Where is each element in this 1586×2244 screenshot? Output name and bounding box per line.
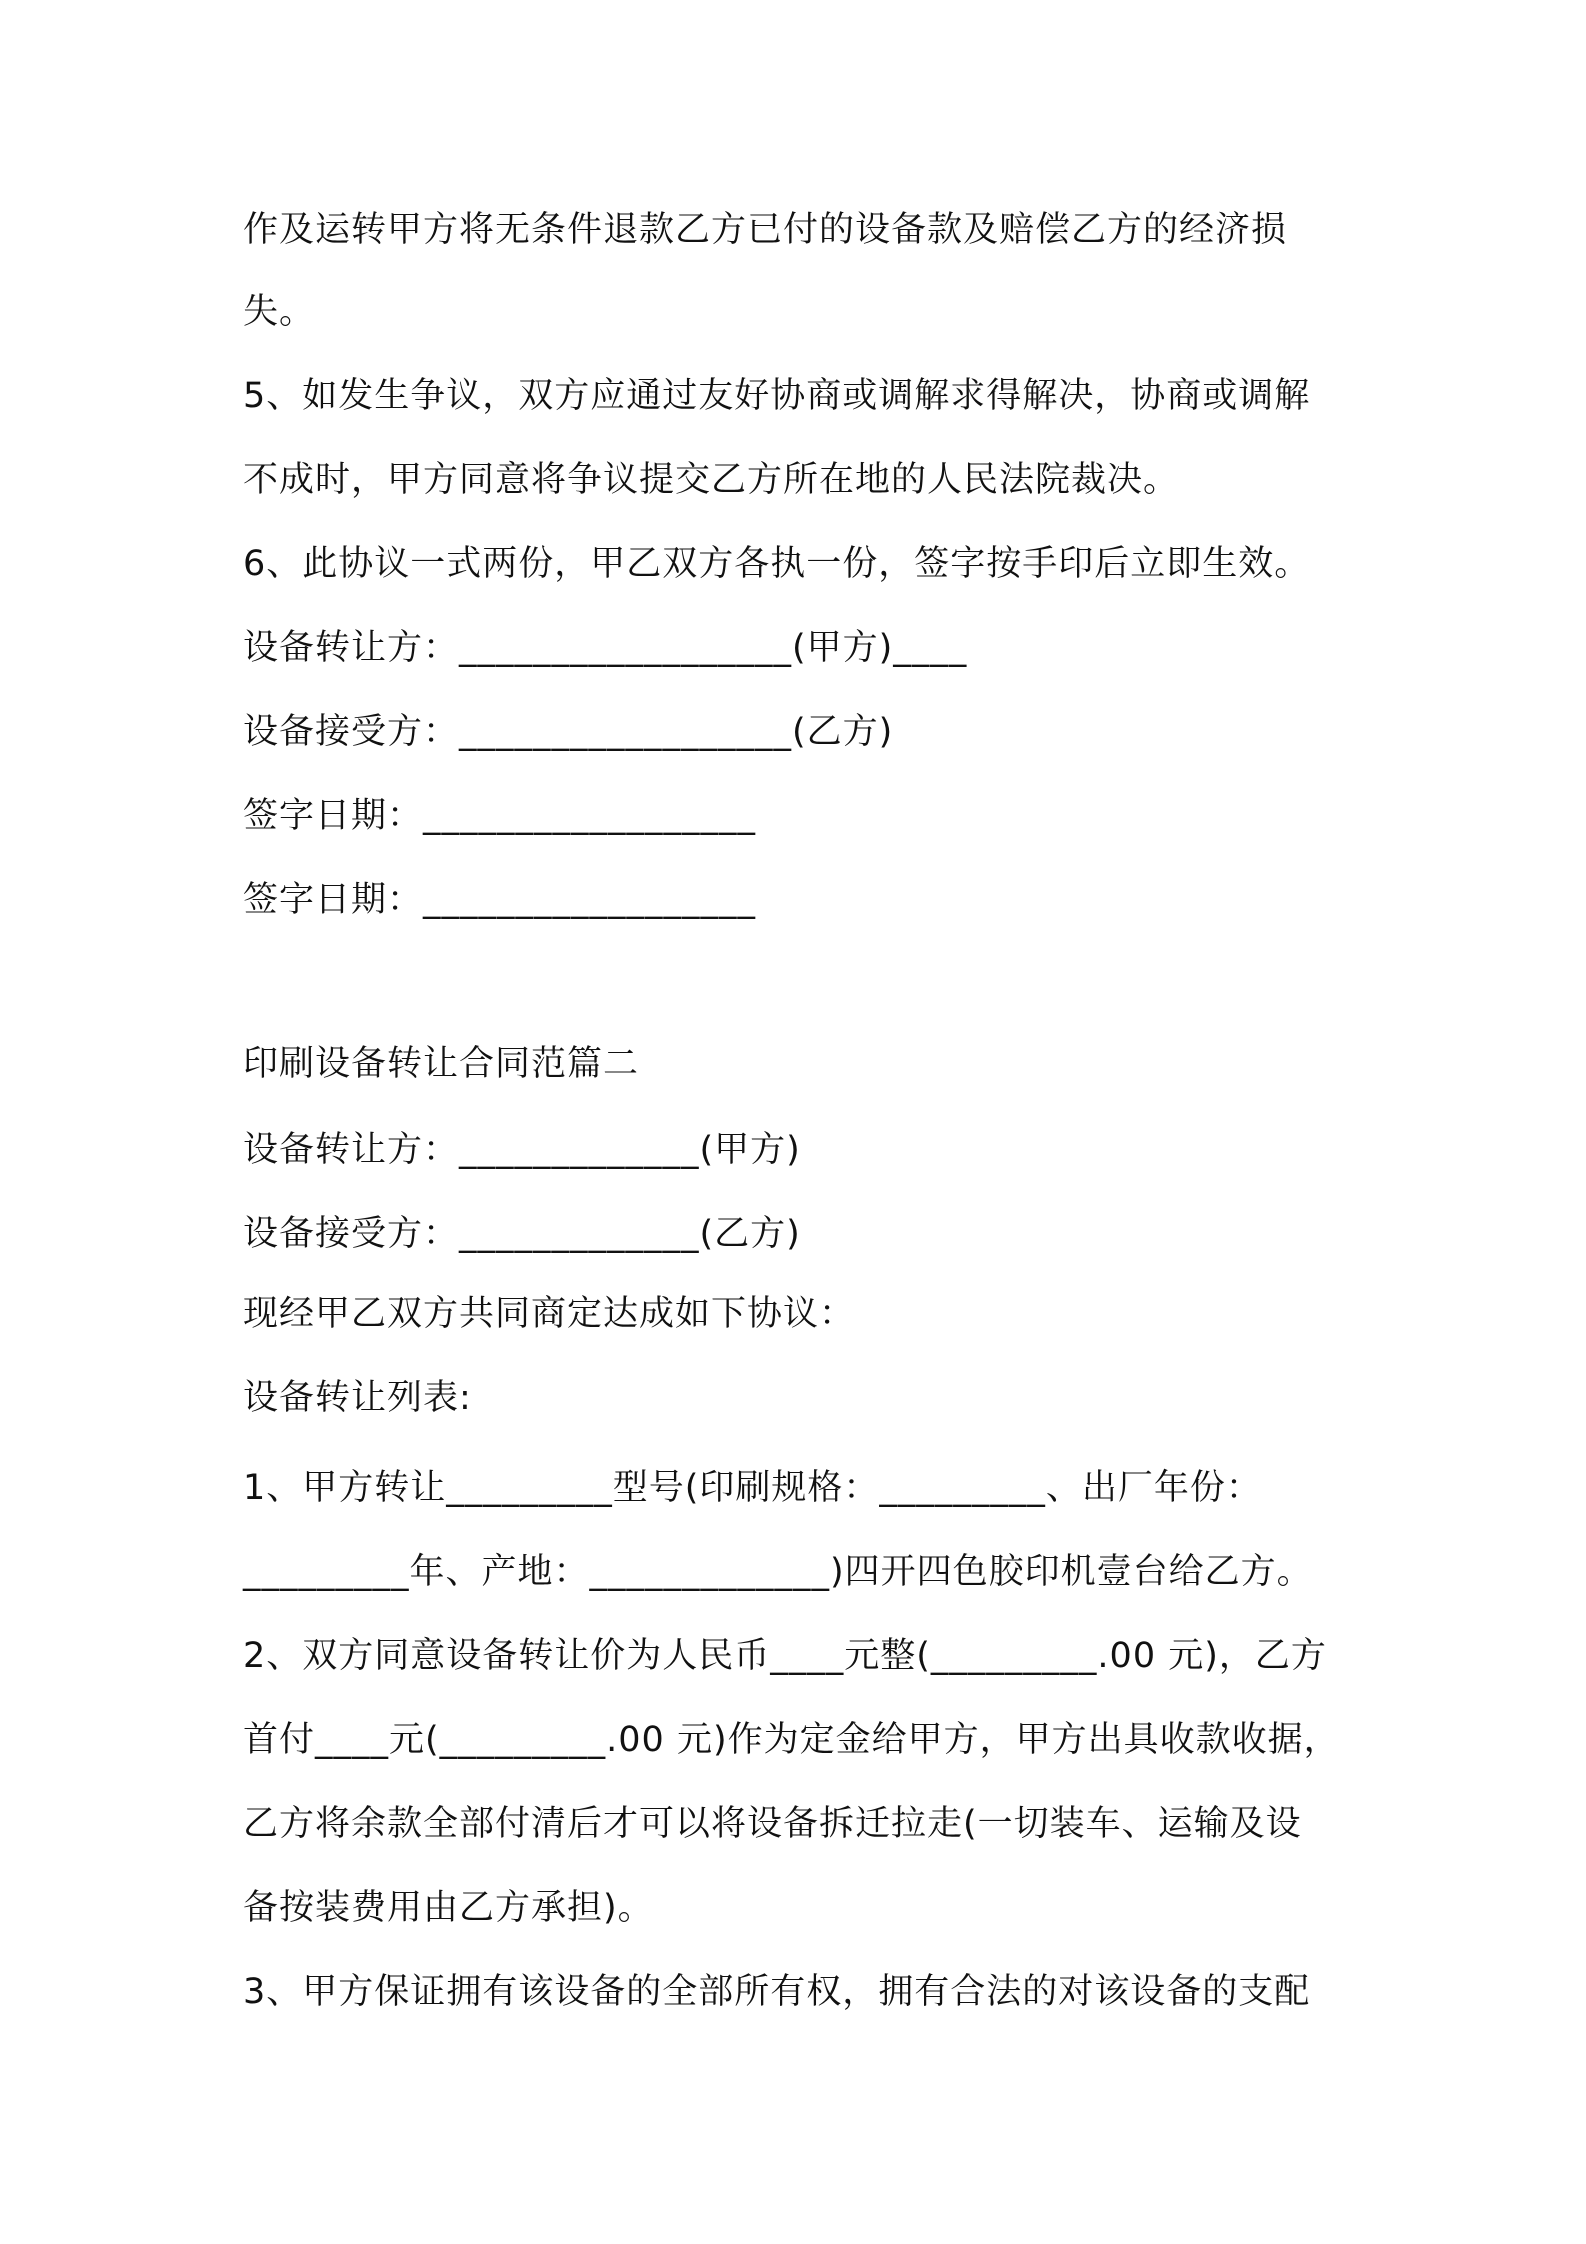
clause-line: 备按装费用由乙方承担)。 xyxy=(243,1888,654,1928)
signature-date-line: 签字日期：__________________ xyxy=(243,880,757,920)
clause-line: _________年、产地：_____________)四开四色胶印机壹台给乙方。 xyxy=(243,1552,1313,1592)
signature-date-line: 签字日期：__________________ xyxy=(243,796,757,836)
paragraph-line: 5、如发生争议，双方应通过友好协商或调解求得解决，协商或调解 xyxy=(243,376,1311,416)
paragraph-line: 6、此协议一式两份，甲乙双方各执一份，签字按手印后立即生效。 xyxy=(243,544,1311,584)
paragraph-line: 现经甲乙双方共同商定达成如下协议： xyxy=(243,1294,856,1334)
clause-line: 1、甲方转让_________型号(印刷规格：_________、出厂年份： xyxy=(243,1468,1262,1508)
paragraph-line: 作及运转甲方将无条件退款乙方已付的设备款及赔偿乙方的经济损 xyxy=(243,210,1288,250)
paragraph-line: 失。 xyxy=(243,292,316,332)
paragraph-line: 不成时，甲方同意将争议提交乙方所在地的人民法院裁决。 xyxy=(243,460,1180,500)
paragraph-line: 设备转让列表: xyxy=(243,1378,472,1418)
signature-line-transferor: 设备转让方：__________________(甲方)____ xyxy=(243,628,968,668)
clause-line: 2、双方同意设备转让价为人民币____元整(_________.00 元)，乙方 xyxy=(243,1636,1327,1676)
clause-line: 乙方将余款全部付清后才可以将设备拆迁拉走(一切装车、运输及设 xyxy=(243,1804,1302,1844)
clause-line: 3、甲方保证拥有该设备的全部所有权，拥有合法的对该设备的支配 xyxy=(243,1972,1311,2012)
section-heading: 印刷设备转让合同范篇二 xyxy=(243,1044,640,1084)
party-line-transferor: 设备转让方：_____________(甲方) xyxy=(243,1130,801,1170)
party-line-receiver: 设备接受方：_____________(乙方) xyxy=(243,1214,801,1254)
signature-line-receiver: 设备接受方：__________________(乙方) xyxy=(243,712,894,752)
clause-line: 首付____元(_________.00 元)作为定金给甲方，甲方出具收款收据， xyxy=(243,1720,1340,1760)
